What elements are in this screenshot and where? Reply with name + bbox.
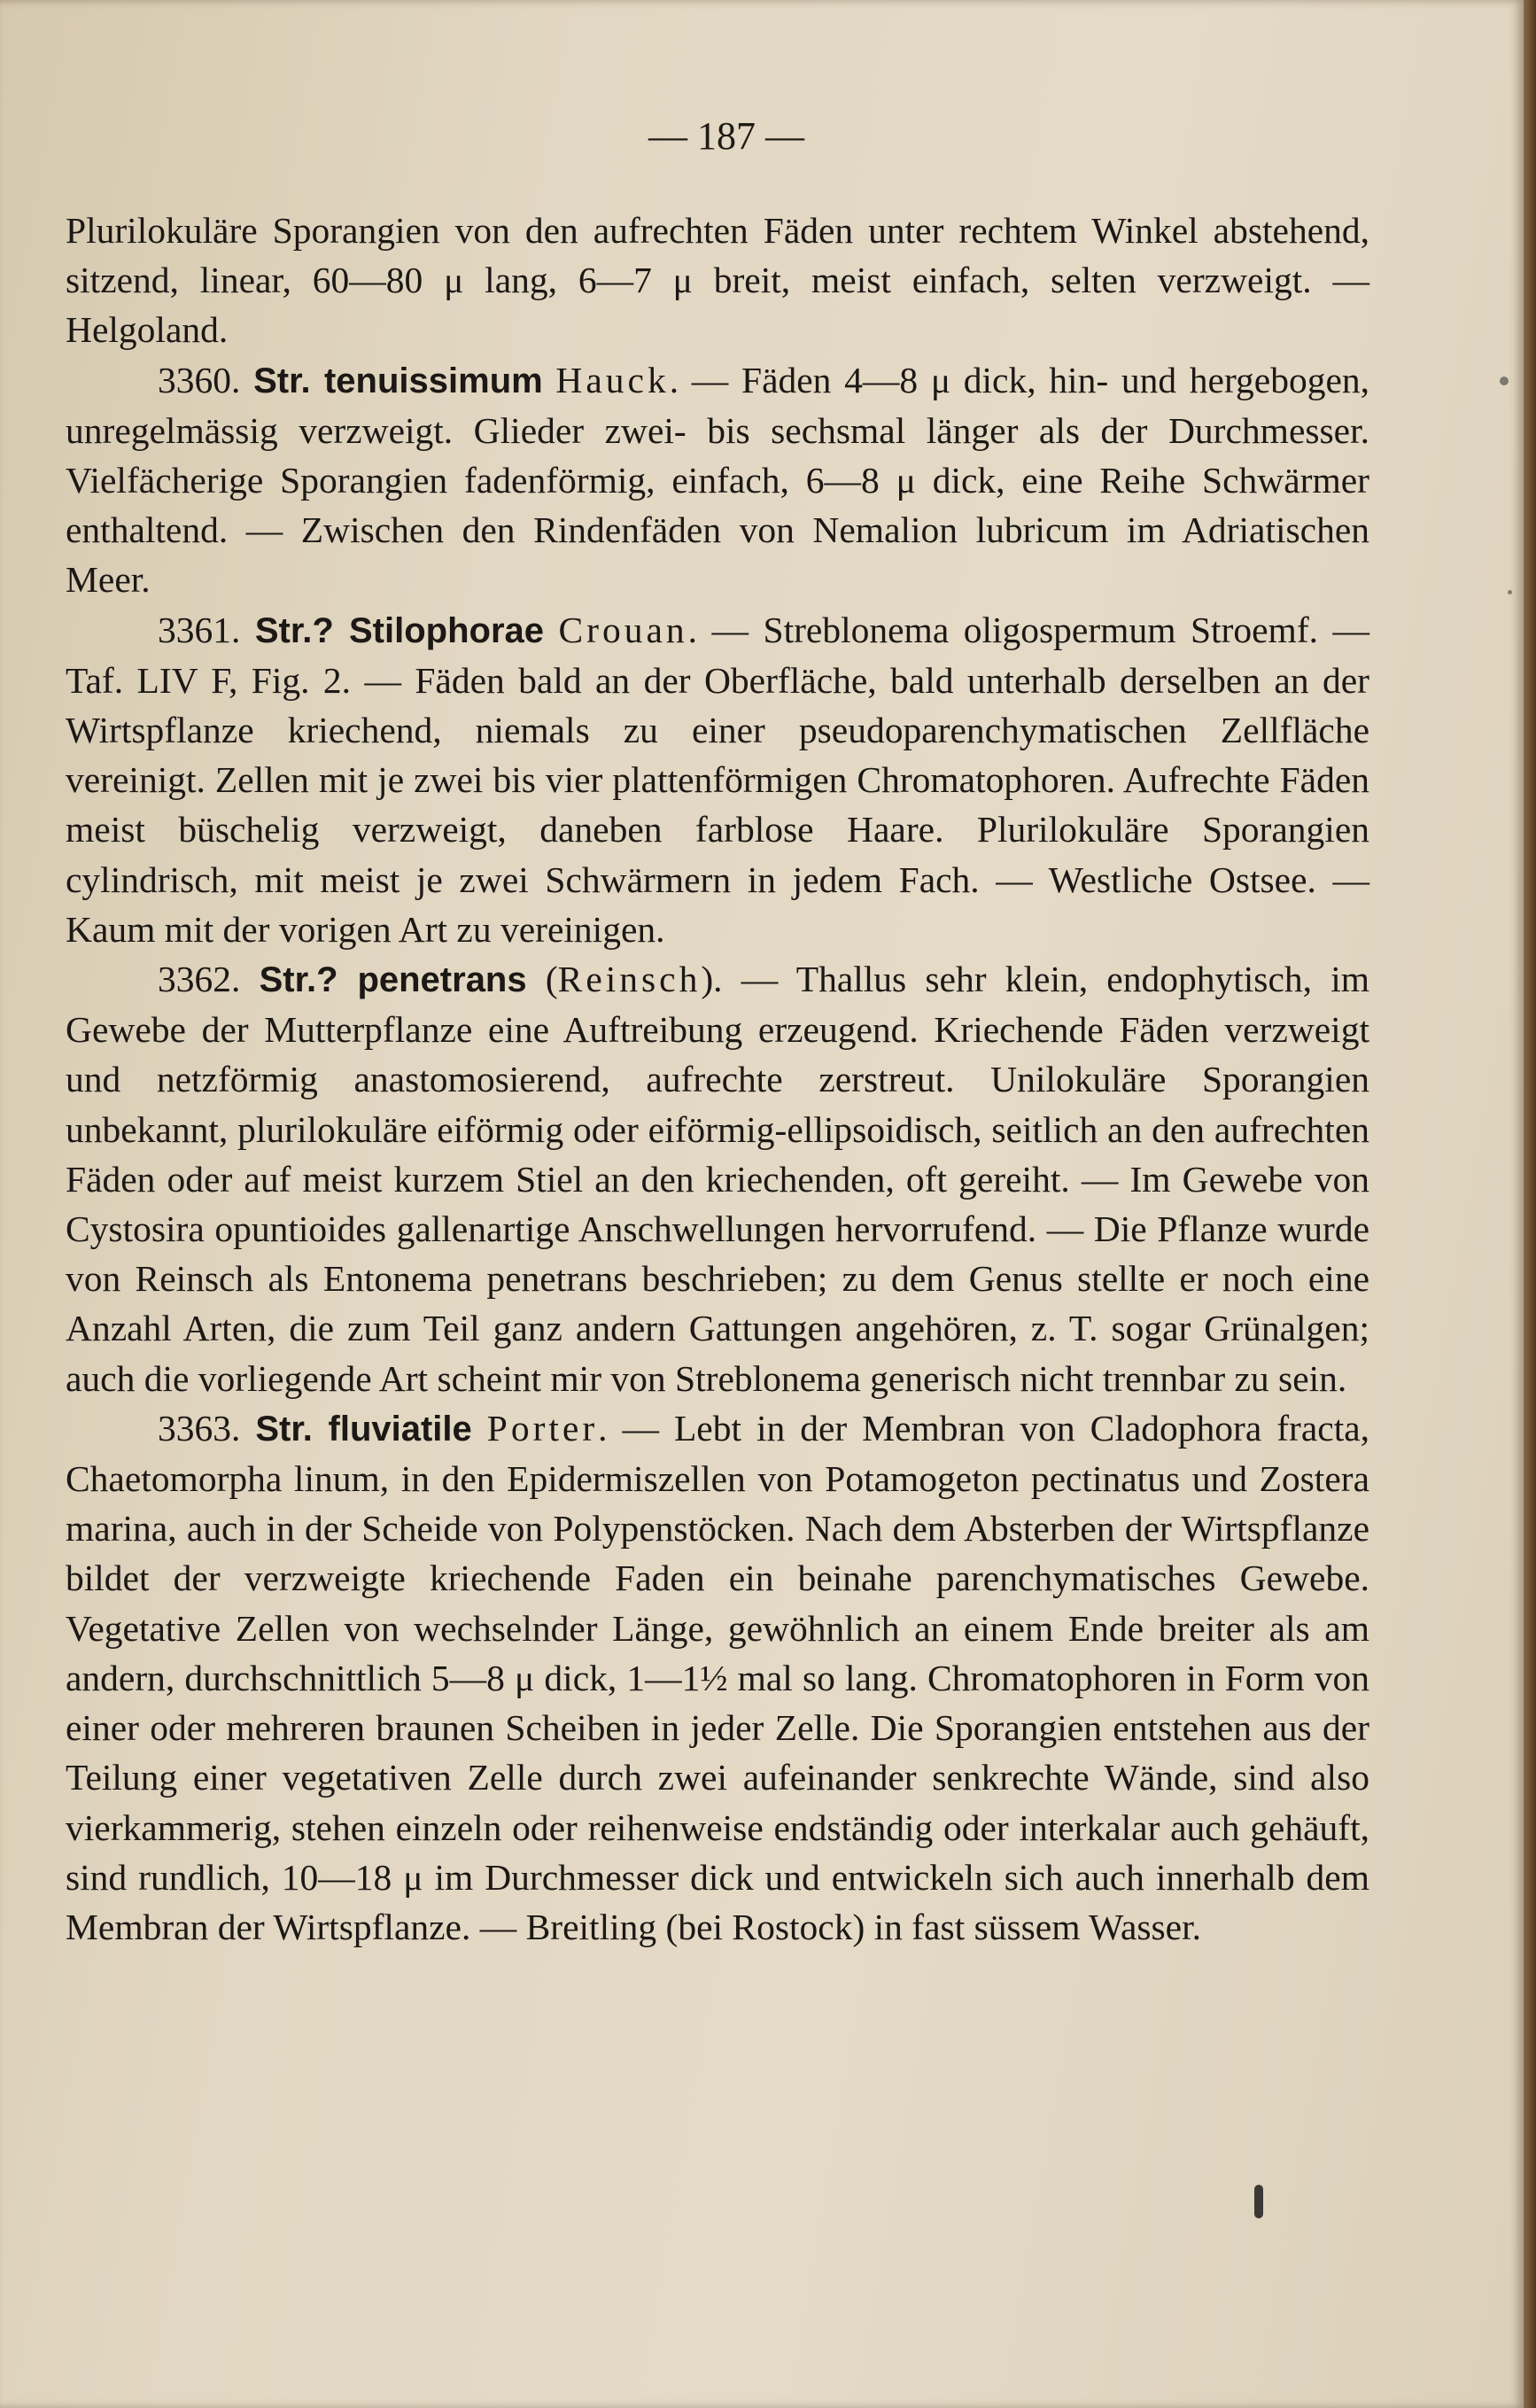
species-name: Str.? Stilophorae [254,610,544,650]
paragraph-intro [66,206,1369,355]
page-number: — 187 — [648,114,804,158]
text-run: . — Streblonema oligospermum Stroemf. — Taf. LIV F, Fig. 2. — Fäden bald an der Oberfläche, bald unterhalb derselben an der Wirtspflanze kriechend, niemals zu einer pseudoparenchymatischen Zellfläche vereinigt. Zellen mit je zwei bis vier plattenförmigen Chromatophoren. Aufrechte Fäden meist büschelig verzweigt, daneben farblose Haare. Plurilokuläre Sporangien cylindrisch, mit meist je zwei Schwärmern in jedem Fach. — Westliche Ostsee. — Kaum mit der vorigen Art zu vereinigen. [66,609,1369,950]
text-run: . — Lebt in der Membran von Cladophora fracta, Chaetomorpha linum, in den Epidermiszellen von Potamogeton pectinatus und Zostera marina, auch in der Scheide von Polypenstöcken. Nach dem Absterben der Wirtspflanze bildet der verzweigte kriechende Faden ein beinahe parenchymatisches Gewebe. Vegetative Zellen von wechselnder Länge, gewöhnlich an einem Ende breiter als am andern, durchschnittlich 5—8 μ dick, 1—1½ mal so lang. Chromatophoren in Form von einer oder mehreren braunen Scheiben in jeder Zelle. Die Sporangien entstehen aus der Teilung einer vegetativen Zelle durch zwei aufeinander senkrechte Wände, sind also vierkammerig, stehen einzeln oder reihenweise endständig oder interkalar auch gehäuft, sind rundlich, 10—18 μ im Durchmesser dick und entwickeln sich auch innerhalb dem Membran der Wirtspflanze. — Breitling (bei Rostock) in fast süssem Wasser. [66,1407,1370,1947]
paragraph-3363 [66,1403,1369,1952]
author-name: Reinsch [557,959,702,1000]
species-name: Str. fluviatile [255,1409,472,1449]
species-name: Str.? penetrans [259,960,527,1000]
paragraph-3361 [66,605,1369,954]
dust-speck [1254,2185,1263,2218]
text-run: ). — Thallus sehr klein, endophytisch, im Gewebe der Mutterpflanze eine Auftreibung erzeugend. Kriechende Fäden verzweigt und netzförmig anastomosierend, aufrechte zerstreut. Unilokuläre Sporangien unbekannt, plurilokuläre eiförmig oder eiförmig-ellipsoidisch, seitlich an den aufrechten Fäden oder auf meist kurzem Stiel an den kriechenden, oft gereiht. — Im Gewebe von Cystosira opuntioides gallenartige Anschwellungen hervorrufend. — Die Pflanze wurde von Reinsch als Entonema penetrans beschrieben; zu dem Genus stellte er noch eine Anzahl Arten, die zum Teil ganz andern Gattungen angehören, z. T. sogar Grünalgen; auch die vorliegende Art scheint mir von Streblonema generisch nicht trennbar zu sein. [66,959,1370,1399]
text-run [544,610,558,650]
text-run: . — Fäden 4—8 μ dick, hin- und hergebogen, unregelmässig verzweigt. Glieder zwei- bis sechsmal länger als der Durchmesser. Vielfächerige Sporangien fadenförmig, einfach, 6—8 μ dick, eine Reihe Schwärmer enthaltend. — Zwischen den Rindenfäden von Nemalion lubricum im Adriatischen Meer. [66,359,1369,601]
dust-speck [1508,590,1512,594]
text-run: Plurilokuläre Sporangien von den aufrechten Fäden unter rechtem Winkel abstehend, sitzend, linear, 60—80 μ lang, 6—7 μ breit, meist einfach, selten verzweigt. — Helgoland. [66,210,1369,351]
species-name: Str. tenuissimum [253,361,543,400]
text-run [543,360,556,400]
paragraph-3362 [66,954,1369,1403]
author-name: Hauck [555,359,670,400]
text-run [472,1408,487,1449]
text-run: 3362. [158,959,260,1000]
book-spine-edge [1524,0,1536,2408]
dust-speck [1500,377,1509,385]
text-run: 3361. [158,609,255,650]
author-name: Porter [486,1407,599,1449]
text-run: 3363. [158,1407,256,1449]
text-run: 3360. [158,359,254,400]
paragraph-3360 [66,355,1369,605]
author-name: Crouan [558,609,688,650]
text-run: ( [526,959,558,1000]
page-body-text [66,206,1369,1952]
